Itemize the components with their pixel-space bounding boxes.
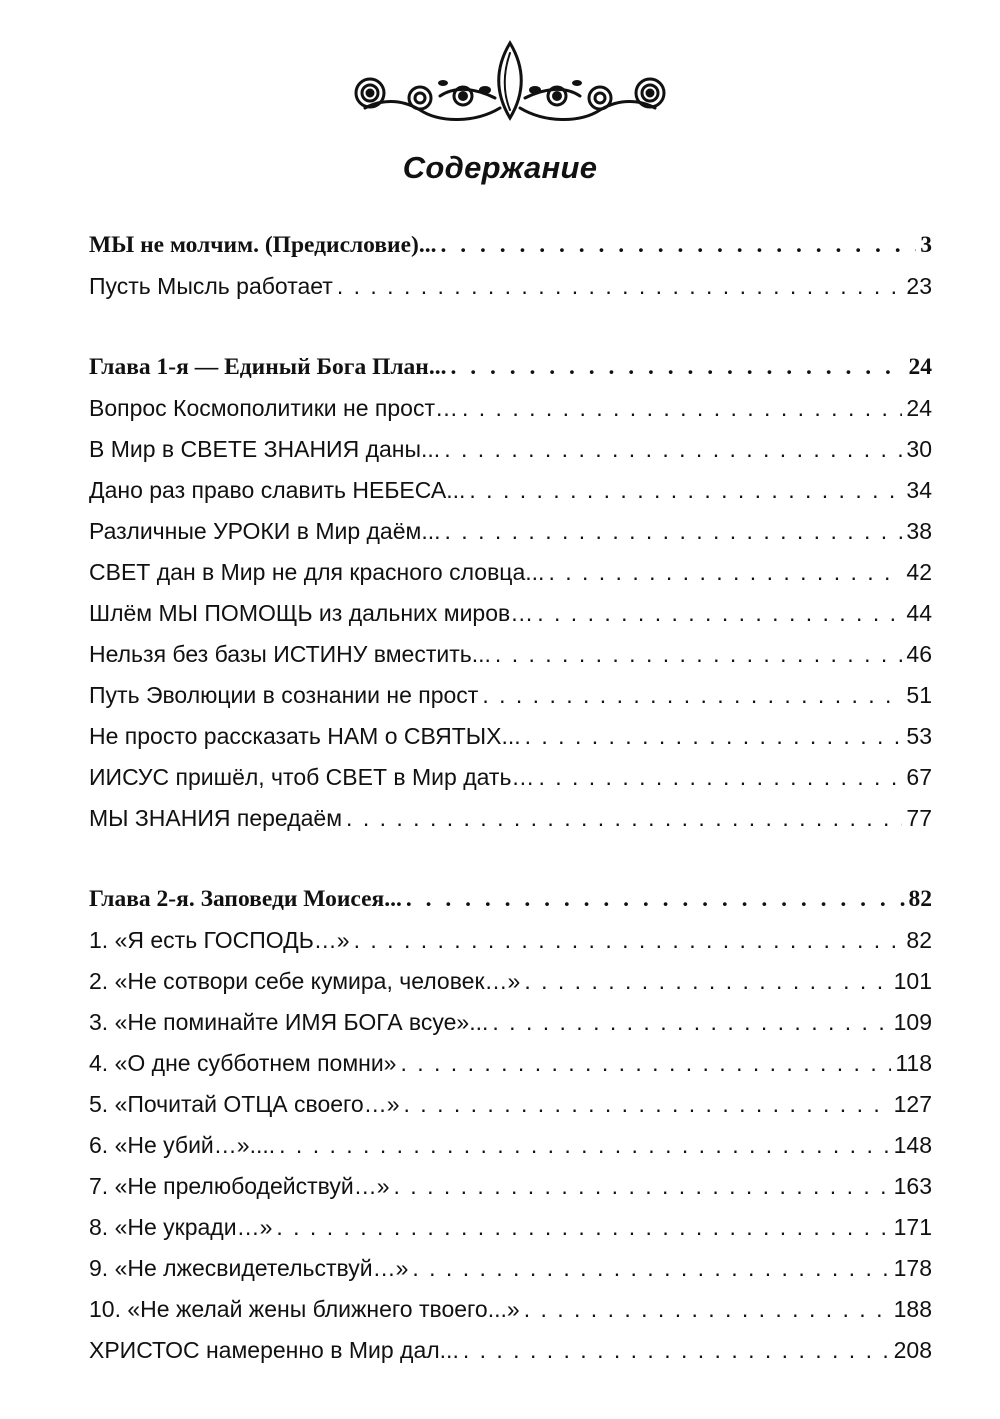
toc-entry-label: МЫ ЗНАНИЯ передаём	[89, 805, 343, 831]
toc-page-number: 82	[906, 927, 932, 953]
toc-entry-label: Глава 2-я. Заповеди Моисея...	[89, 886, 402, 912]
toc-entry-label: 7. «Не прелюбодействуй…»	[89, 1173, 390, 1199]
dot-leader	[537, 593, 902, 634]
toc-entry-label: Нельзя без базы ИСТИНУ вместить...	[89, 641, 491, 667]
toc-page-number: 30	[906, 436, 932, 462]
toc-entry-row	[89, 429, 932, 470]
dot-leader	[462, 388, 902, 429]
toc-entry-row	[89, 388, 932, 429]
toc-chapter-row	[89, 879, 932, 920]
toc-entry-label: Дано раз право славить НЕБЕСА...	[89, 477, 466, 503]
toc-entry-label: Путь Эволюции в сознании не прост	[89, 682, 479, 708]
toc-entry-label: МЫ не молчим. (Предисловие)...	[89, 232, 437, 258]
dot-leader	[525, 716, 903, 757]
toc-entry-row	[89, 1002, 932, 1043]
toc-entry-label: 6. «Не убий…»....	[89, 1132, 276, 1158]
toc-page-number: 67	[906, 764, 932, 790]
dot-leader	[495, 634, 902, 675]
toc-entry-label: В Мир в СВЕТЕ ЗНАНИЯ даны...	[89, 436, 441, 462]
toc-entry-row	[89, 1125, 932, 1166]
toc-entry-row	[89, 675, 932, 716]
toc-page-number: 82	[908, 886, 932, 912]
dot-leader	[469, 470, 902, 511]
dot-leader	[394, 1166, 890, 1207]
toc-page-number: 53	[906, 723, 932, 749]
dot-leader	[463, 1330, 890, 1371]
toc-entry-row	[89, 1084, 932, 1125]
dot-leader	[524, 1289, 890, 1330]
toc-entry-row	[89, 266, 932, 307]
toc-page-number: 38	[906, 518, 932, 544]
toc-entry-label: Вопрос Космополитики не прост…	[89, 395, 458, 421]
dot-leader	[354, 920, 903, 961]
dot-leader	[524, 961, 889, 1002]
toc-entry-label: ИИСУС пришёл, чтоб СВЕТ в Мир дать…	[89, 764, 535, 790]
toc-page-number: 148	[893, 1132, 932, 1158]
toc-entry-row	[89, 552, 932, 593]
toc-entry-row	[89, 920, 932, 961]
toc-page-number: 77	[906, 805, 932, 831]
toc-entry-label: 4. «О дне субботнем помни»	[89, 1050, 397, 1076]
dot-leader	[400, 1043, 891, 1084]
toc-page-number: 23	[906, 273, 932, 299]
toc-entry-row	[89, 1330, 932, 1371]
toc-entry-row	[89, 757, 932, 798]
toc-page-number: 171	[893, 1214, 932, 1240]
dot-leader	[548, 552, 902, 593]
toc-entry-label: Шлём МЫ ПОМОЩЬ из дальних миров…	[89, 600, 534, 626]
toc-entry-row	[89, 1289, 932, 1330]
toc-entry-row	[89, 593, 932, 634]
dot-leader	[337, 266, 903, 307]
dot-leader	[406, 879, 905, 920]
toc-page-number: 101	[893, 968, 932, 994]
dot-leader	[538, 757, 902, 798]
toc-page-number: 24	[908, 354, 932, 380]
table-of-contents	[89, 225, 932, 1371]
toc-entry-label: 8. «Не укради…»	[89, 1214, 273, 1240]
toc-page-number: 188	[893, 1296, 932, 1322]
toc-entry-row	[89, 634, 932, 675]
toc-page-number: 163	[893, 1173, 932, 1199]
toc-page-number: 118	[895, 1050, 932, 1076]
toc-entry-label: 9. «Не лжесвидетельствуй…»	[89, 1255, 409, 1281]
dot-leader	[444, 429, 902, 470]
toc-entry-row	[89, 1248, 932, 1289]
decorative-ornament-icon	[345, 38, 675, 128]
section-gap	[89, 839, 932, 879]
toc-entry-row	[89, 511, 932, 552]
dot-leader	[440, 225, 916, 266]
toc-page-number: 127	[893, 1091, 932, 1117]
toc-entry-label: 10. «Не желай жены ближнего твоего...»	[89, 1296, 520, 1322]
toc-entry-label: СВЕТ дан в Мир не для красного словца...	[89, 559, 545, 585]
toc-entry-label: ХРИСТОС намеренно в Мир дал...	[89, 1337, 459, 1363]
dot-leader	[346, 798, 902, 839]
toc-page-number: 208	[893, 1337, 932, 1363]
dot-leader	[279, 1125, 889, 1166]
toc-entry-row	[89, 1043, 932, 1084]
dot-leader	[450, 347, 904, 388]
toc-page-number: 44	[906, 600, 932, 626]
toc-entry-row	[89, 961, 932, 1002]
toc-entry-label: Пусть Мысль работает	[89, 273, 333, 299]
dot-leader	[412, 1248, 889, 1289]
toc-entry-label: 2. «Не сотвори себе кумира, человек…»	[89, 968, 521, 994]
toc-page-number: 3	[920, 232, 932, 258]
toc-entry-row	[89, 716, 932, 757]
toc-entry-label: 5. «Почитай ОТЦА своего…»	[89, 1091, 400, 1117]
toc-entry-row	[89, 1207, 932, 1248]
page-title: Содержание	[402, 150, 598, 185]
toc-chapter-row	[89, 225, 932, 266]
toc-page-number: 109	[893, 1009, 932, 1035]
toc-page-number: 42	[906, 559, 932, 585]
dot-leader	[482, 675, 902, 716]
dot-leader	[492, 1002, 889, 1043]
toc-page-number: 24	[906, 395, 932, 421]
toc-entry-row	[89, 798, 932, 839]
dot-leader	[276, 1207, 889, 1248]
toc-entry-row	[89, 1166, 932, 1207]
toc-entry-label: 3. «Не поминайте ИМЯ БОГА всуе»...	[89, 1009, 489, 1035]
toc-page-number: 34	[906, 477, 932, 503]
toc-page-number: 51	[906, 682, 932, 708]
dot-leader	[445, 511, 903, 552]
toc-entry-row	[89, 470, 932, 511]
toc-page-number: 178	[893, 1255, 932, 1281]
toc-entry-label: Не просто рассказать НАМ о СВЯТЫХ...	[89, 723, 521, 749]
toc-entry-label: Глава 1-я — Единый Бога План...	[89, 354, 447, 380]
toc-entry-label: 1. «Я есть ГОСПОДЬ…»	[89, 927, 350, 953]
toc-chapter-row	[89, 347, 932, 388]
dot-leader	[404, 1084, 890, 1125]
section-gap	[89, 307, 932, 347]
toc-page-number: 46	[906, 641, 932, 667]
toc-entry-label: Различные УРОКИ в Мир даём...	[89, 518, 441, 544]
